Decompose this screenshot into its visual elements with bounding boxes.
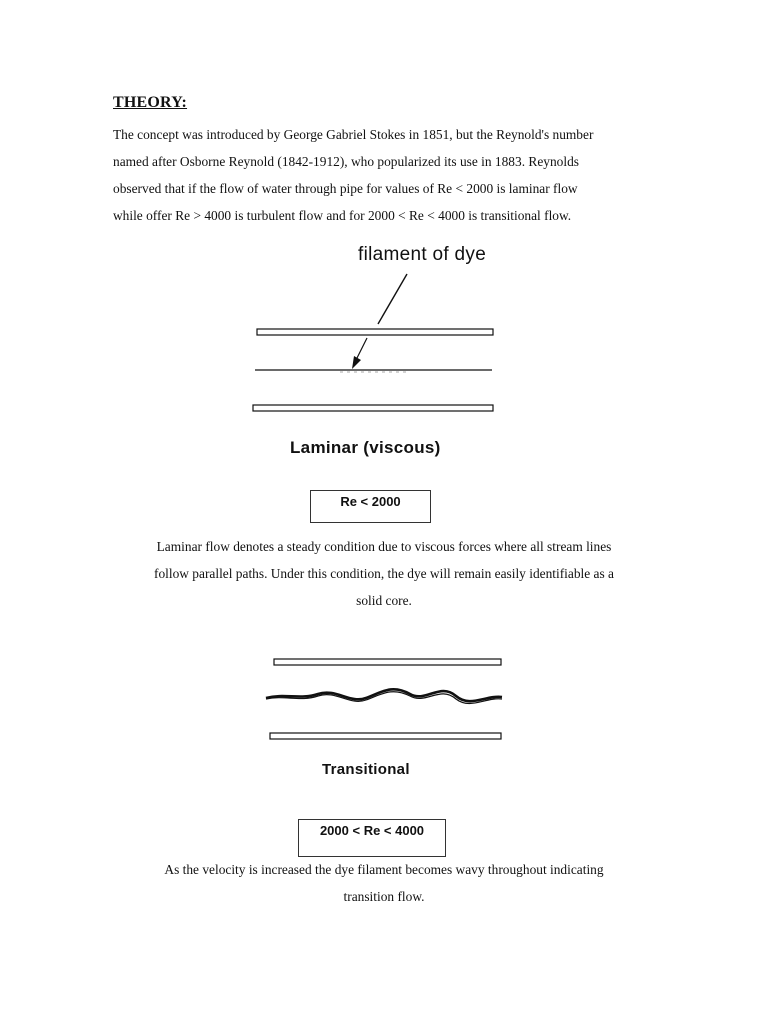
transitional-pipe-bottom-wall [270,733,501,739]
dye-pointer-arrow [352,274,407,369]
laminar-pipe-bottom-wall [253,405,493,411]
laminar-pipe-top-wall [257,329,493,335]
transitional-description [100,856,668,910]
transitional-wavy-dye-line [266,689,502,703]
laminar-condition-box: Re < 2000 [310,490,431,523]
intro-line: The concept was introduced by George Gabriel Stokes in 1851, but the Reynold's number [113,127,594,142]
laminar-description [100,533,668,614]
dye-filament-label: filament of dye [358,244,487,265]
transitional-line: As the velocity is increased the dye filament becomes wavy throughout indicating [164,862,604,877]
laminar-line: Laminar flow denotes a steady condition due to viscous forces where all stream lines [156,539,612,554]
laminar-line: follow parallel paths. Under this condition, the dye will remain easily identifiable as a [154,566,614,581]
transitional-condition-box: 2000 < Re < 4000 [298,819,446,857]
laminar-caption: Laminar (viscous) [290,438,441,457]
intro-line: observed that if the flow of water through pipe for values of Re < 2000 is laminar flow [113,181,578,196]
intro-line: named after Osborne Reynold (1842-1912), who popularized its use in 1883. Reynolds [113,154,579,169]
intro-line: while offer Re > 4000 is turbulent flow and for 2000 < Re < 4000 is transitional flow. [113,208,572,223]
section-heading: THEORY: [113,94,188,111]
laminar-line: solid core. [356,593,412,608]
transitional-pipe-top-wall [274,659,501,665]
transitional-line: transition flow. [343,889,425,904]
transitional-caption: Transitional [322,761,410,778]
laminar-dye-line [255,370,492,372]
